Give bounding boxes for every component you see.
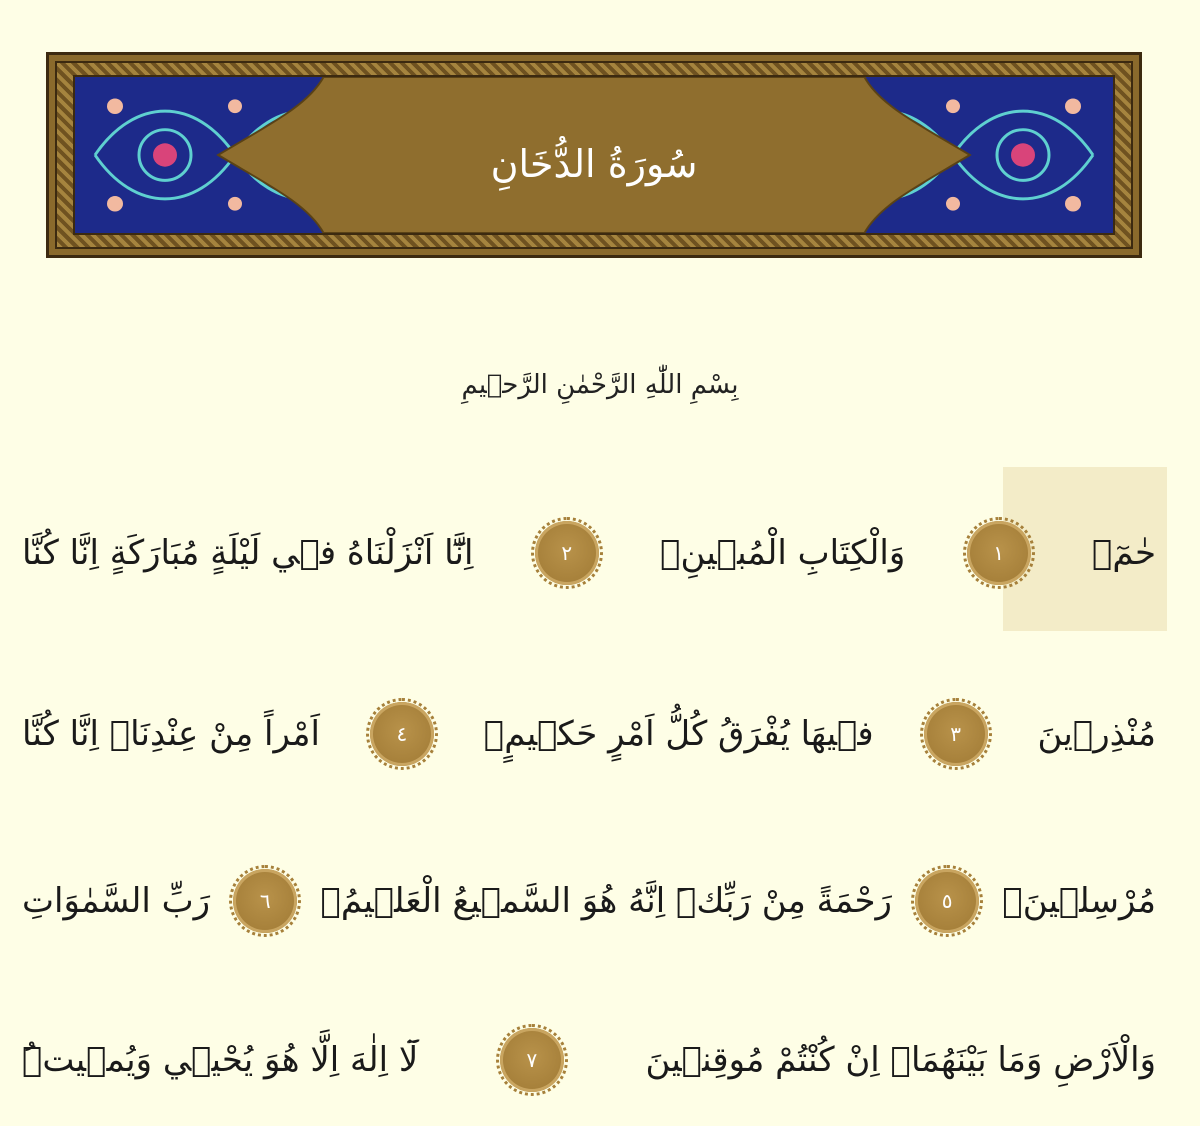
ayah-text[interactable]: وَالْاَرْضِ وَمَا بَيْنَهُمَاۢ اِنْ كُنْتُمْ مُوقِن۪ينَ [645,1040,1156,1080]
ayah-number-marker[interactable]: ٣ [924,702,988,766]
ayah-text[interactable]: مُنْذِر۪ينَ [1037,714,1156,754]
ayah-text[interactable]: اِنَّٓا اَنْزَلْنَاهُ ف۪ي لَيْلَةٍ مُبَارَكَةٍ اِنَّا كُنَّا [22,533,474,573]
ayah-number-marker[interactable]: ٢ [535,521,599,585]
ayah-number-marker[interactable]: ٧ [500,1028,564,1092]
surah-header-banner [46,52,1142,258]
ayah-text[interactable]: لَٓا اِلٰهَ اِلَّا هُوَ يُحْي۪ي وَيُم۪يتُۜ [22,1040,419,1080]
verse-line [22,508,1156,598]
ayah-text[interactable]: وَالْكِتَابِ الْمُب۪ينِۙ [660,533,906,573]
ayah-number-marker[interactable]: ٥ [915,869,979,933]
verse-line [22,1015,1156,1105]
surah-title: سُورَةُ الدُّخَانِ [490,142,698,186]
ayah-text[interactable]: مُرْسِل۪ينَۚ [1002,881,1156,921]
ayah-number-marker[interactable]: ١ [967,521,1031,585]
verse-line [22,856,1156,946]
ayah-text[interactable]: ف۪يهَا يُفْرَقُ كُلُّ اَمْرٍ حَك۪يمٍۙ [483,714,874,754]
ayah-text[interactable]: رَبِّ السَّمٰوَاتِ [22,881,211,921]
ayah-number-marker[interactable]: ٤ [370,702,434,766]
basmala: بِسْمِ اللّٰهِ الرَّحْمٰنِ الرَّح۪يمِ [461,370,739,400]
ayah-number-marker[interactable]: ٦ [233,869,297,933]
ayah-text[interactable]: اَمْراً مِنْ عِنْدِنَاۜ اِنَّا كُنَّا [22,714,320,754]
ayah-text[interactable]: رَحْمَةً مِنْ رَبِّكَۜ اِنَّهُ هُوَ السَّم۪يعُ الْعَل۪يمُۙ [320,881,892,921]
ayah-text[interactable]: حٰمٓۚ [1091,533,1156,573]
verse-line [22,689,1156,779]
